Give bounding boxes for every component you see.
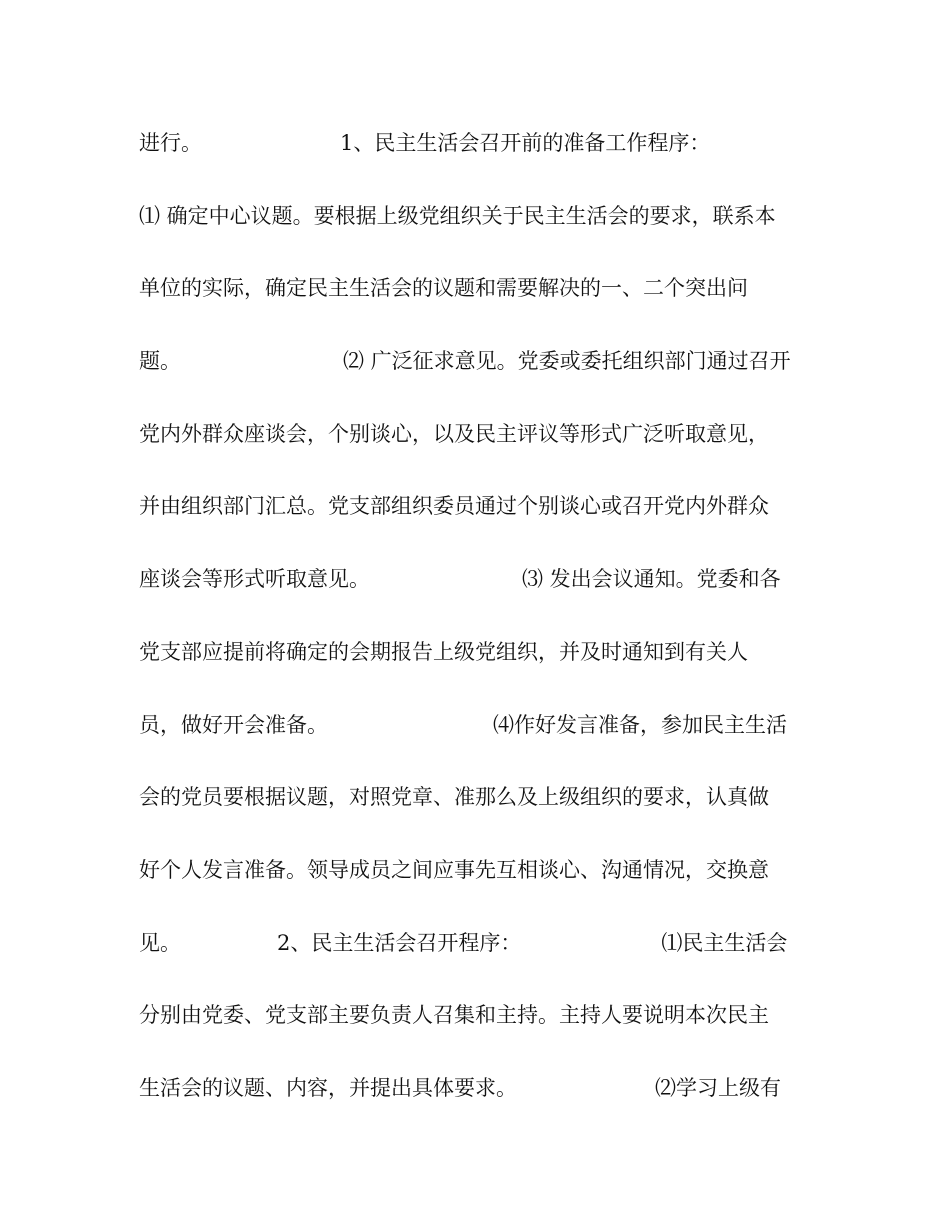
text-line-7 [139,557,819,630]
section-heading-preparation: 1、民主生活会召开前的准备工作程序： [340,131,711,155]
section-heading-procedure: 2、民主生活会召开程序： [277,930,522,955]
text-line-4 [139,339,819,412]
text-line-11 [139,848,819,921]
text-segment: 并由组织部门汇总。党支部组织委员通过个别谈心或召开党内外群众 [139,494,769,519]
text-segment: 好个人发言准备。领导成员之间应事先互相谈心、沟通情况，交换意 [139,857,769,882]
text-line-9 [139,703,819,776]
text-segment: 党支部应提前将确定的会期报告上级党组织，并及时通知到有关人 [139,639,748,664]
text-line-13 [139,993,819,1066]
text-segment: 题。 [139,349,181,374]
text-segment: ⑴ 确定中心议题。要根据上级党组织关于民主生活会的要求，联系本 [139,203,776,228]
text-line-12 [139,921,819,994]
text-segment: 座谈会等形式听取意见。 [139,567,370,592]
text-segment: ⑴民主生活会 [661,930,788,955]
text-segment: ⑵ 广泛征求意见。党委或委托组织部门通过召开 [343,349,791,374]
text-line-1 [139,121,819,194]
text-segment: 会的党员要根据议题，对照党章、准那么及上级组织的要求，认真做 [139,785,769,810]
text-line-10 [139,775,819,848]
text-segment: 分别由党委、党支部主要负责人召集和主持。主持人要说明本次民主 [139,1003,769,1028]
text-segment: ⑷作好发言准备，参加民主生活 [493,712,787,737]
text-line-14 [139,1066,819,1139]
text-segment: 见。 [139,930,181,955]
text-segment: ⑵学习上级有 [655,1075,781,1100]
text-segment: 员，做好开会准备。 [139,712,328,737]
text-segment: 单位的实际，确定民主生活会的议题和需要解决的一、二个突出问 [139,276,748,301]
text-segment: 党内外群众座谈会，个别谈心，以及民主评议等形式广泛听取意见， [139,421,769,446]
document-body [139,121,819,1139]
text-segment: 生活会的议题、内容，并提出具体要求。 [139,1075,517,1100]
text-line-2 [139,194,819,267]
text-line-5 [139,412,819,485]
text-segment: 进行。 [139,131,202,155]
text-line-3 [139,266,819,339]
text-line-8 [139,630,819,703]
text-segment: ⑶ 发出会议通知。党委和各 [522,567,781,592]
text-line-6 [139,484,819,557]
